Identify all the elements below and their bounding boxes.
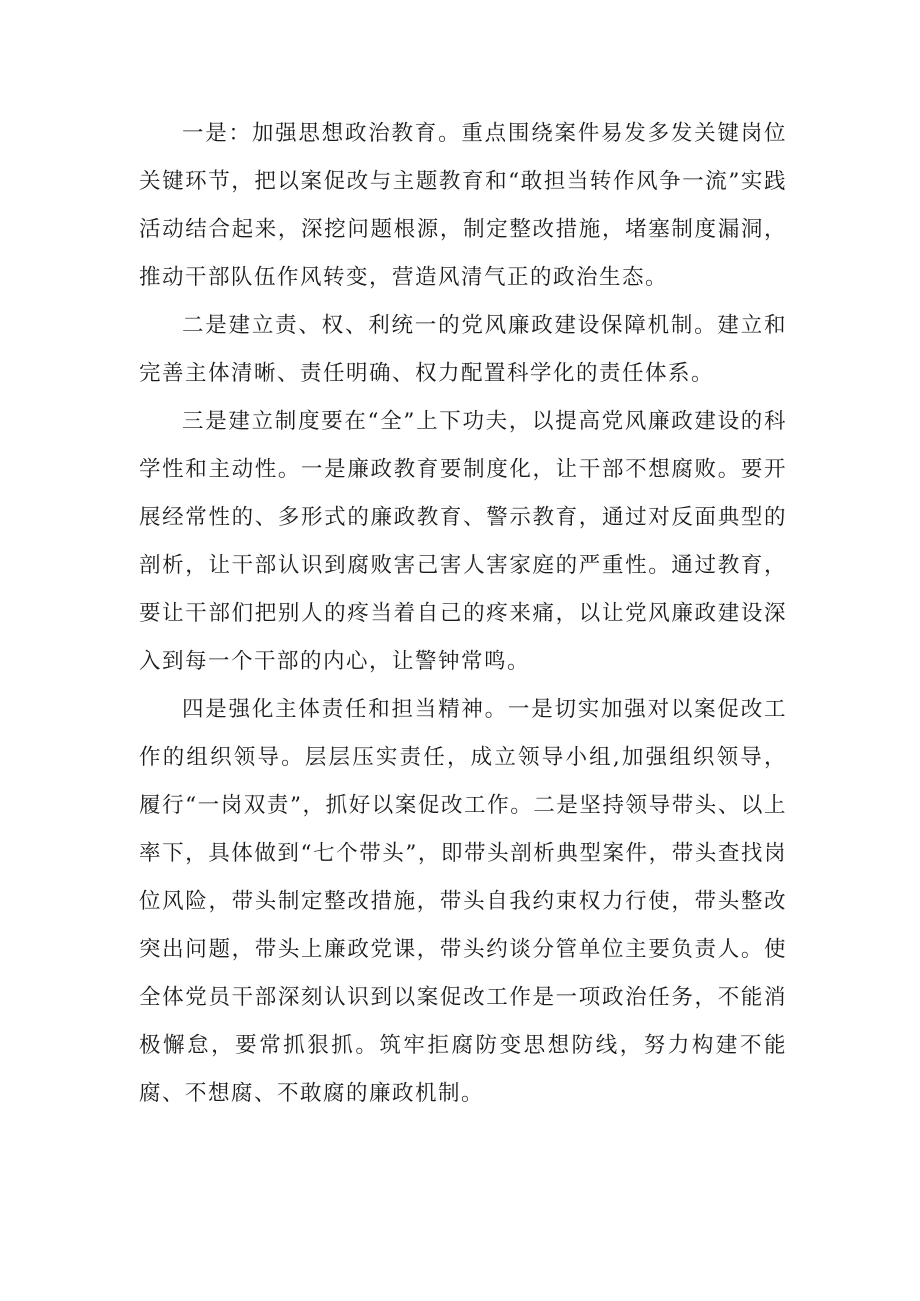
document-body xyxy=(139,110,787,1118)
paragraph-2: 二是建立责、权、利统一的党风廉政建设保障机制。建立和完善主体清晰、责任明确、权力配置科学化的责任体系。 xyxy=(139,313,787,386)
paragraph-4: 四是强化主体责任和担当精神。一是切实加强对以案促改工作的组织领导。层层压实责任，成立领导小组,加强组织领导，履行“一岗双责”，抓好以案促改工作。二是坚持领导带头、以上率下，具体做到“七个带头”，即带头剖析典型案件，带头查找岗位风险，带头制定整改措施，带头自我约束权力行使，带头整改突出问题，带头上廉政党课，带头约谈分管单位主要负责人。使全体党员干部深刻认识到以案促改工作是一项政治任务，不能消极懈怠，要常抓狠抓。筑牢拒腐防变思想防线，努力构建不能腐、不想腐、不敢腐的廉政机制。 xyxy=(139,697,787,1106)
paragraph-3: 三是建立制度要在“全”上下功夫，以提高党风廉政建设的科学性和主动性。一是廉政教育要制度化，让干部不想腐败。要开展经常性的、多形式的廉政教育、警示教育，通过对反面典型的剖析，让干部认识到腐败害己害人害家庭的严重性。通过教育，要让干部们把别人的疼当着自己的疼来痛，以让党风廉政建设深入到每一个干部的内心，让警钟常鸣。 xyxy=(139,409,787,674)
paragraph-1: 一是：加强思想政治教育。重点围绕案件易发多发关键岗位关键环节，把以案促改与主题教育和“敢担当转作风争一流”实践活动结合起来，深挖问题根源，制定整改措施，堵塞制度漏洞，推动干部队伍作风转变，营造风清气正的政治生态。 xyxy=(139,121,787,290)
